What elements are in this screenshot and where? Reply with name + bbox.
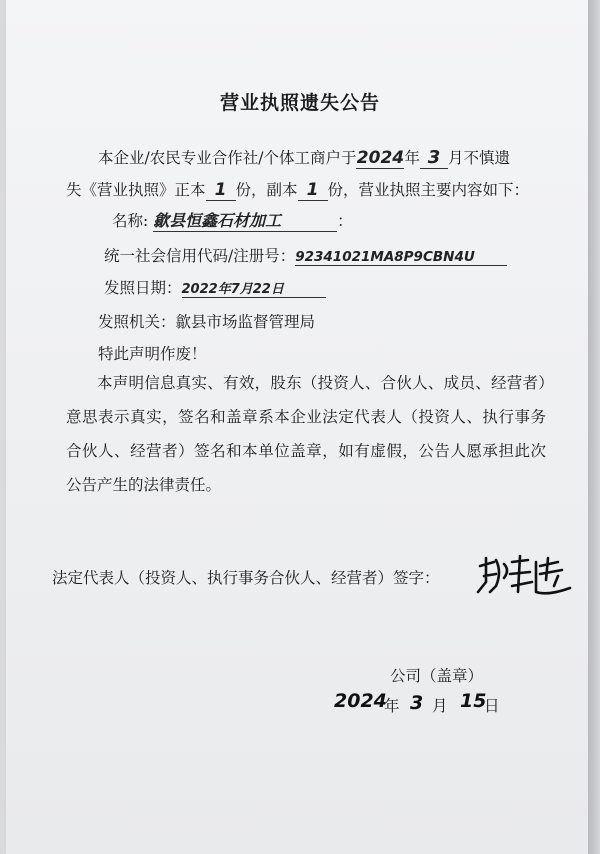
handwritten-signature <box>474 552 584 604</box>
copy-count: 1 <box>298 180 328 201</box>
void-statement: 特此声明作废！ <box>98 345 207 363</box>
loss-month: 3 <box>420 147 448 169</box>
credit-code-value: 92341021MA8P9CBN4U <box>295 249 507 266</box>
issue-date-row <box>104 276 326 298</box>
declaration-paragraph: 本声明信息真实、有效，股东（投资人、合伙人、成员、经营者）意思表示真实，签名和盖章系本企业法定代表人（投资人、执行事务合伙人、经营者）签名和本单位盖章，如有虚假，公告人愿承担此次公告产生的法律责任。 <box>66 374 546 494</box>
issue-date-label: 发照日期： <box>104 279 182 297</box>
authority-label: 发照机关： <box>98 313 176 331</box>
original-count: 1 <box>206 180 236 201</box>
credit-code-label: 统一社会信用代码/注册号： <box>104 247 296 265</box>
name-label: 名称: <box>112 212 149 230</box>
name-row: 名称: 歙县恒鑫石材加工 ： <box>112 208 353 232</box>
page-edge-shadow <box>588 0 600 854</box>
credit-code-row <box>104 244 507 266</box>
authority-row <box>98 310 315 332</box>
company-seal-label: 公司（盖章） <box>390 667 484 685</box>
authority-value: 歙县市场监督管理局 <box>175 313 316 331</box>
loss-statement-line-2: 失《营业执照》正本 1 份，副本 1 份，营业执照主要内容如下： <box>66 180 530 200</box>
date-month: 3 <box>410 692 424 714</box>
name-value: 歙县恒鑫石材加工 <box>153 208 337 232</box>
loss-year: 2024 <box>356 148 405 168</box>
signature-label: 法定代表人（投资人、执行事务合伙人、经营者）签字： <box>52 569 440 587</box>
date-year: 2024 <box>334 690 387 712</box>
document-title: 营业执照遗失公告 <box>219 92 380 114</box>
issue-date-value: 2022年7月22日 <box>182 278 326 298</box>
loss-statement-line-1: 本企业/农民专业合作社/个体工商户于2024年 3 月不慎遗 <box>98 147 510 168</box>
date-day: 15 <box>460 690 487 712</box>
